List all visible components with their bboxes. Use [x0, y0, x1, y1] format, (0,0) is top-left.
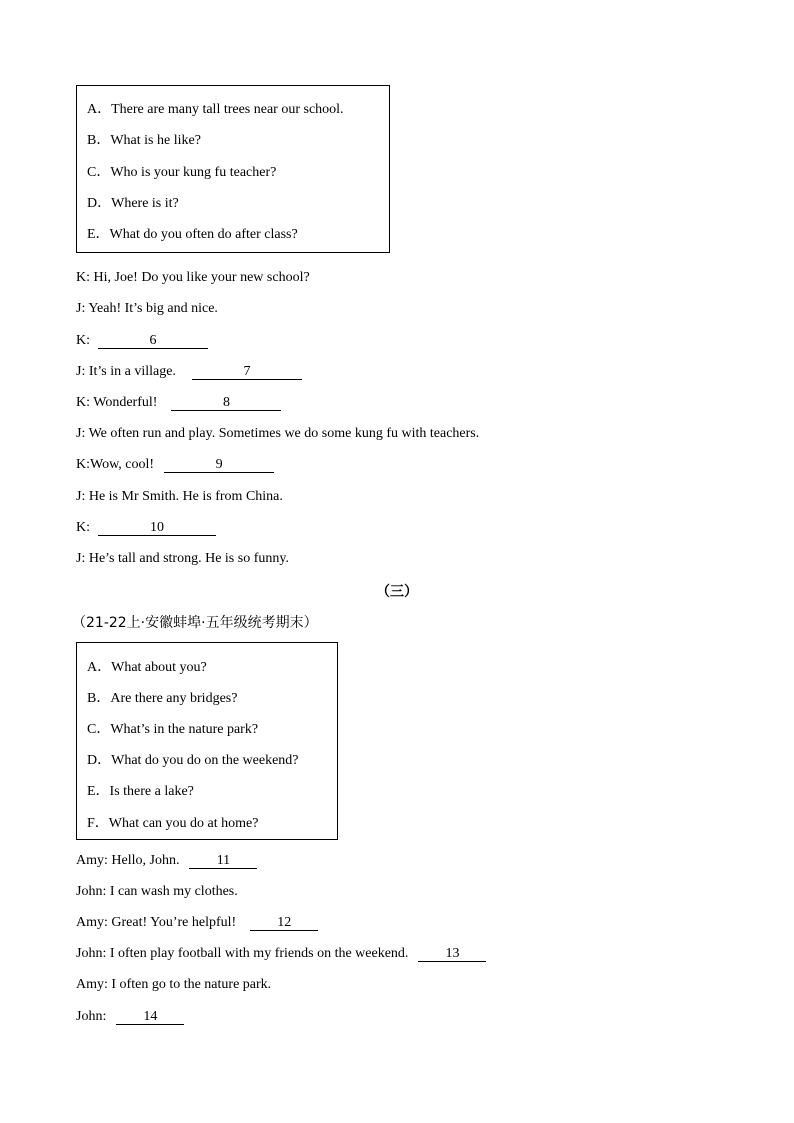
dialogue-line: J: It’s in a village. 7 — [76, 364, 302, 380]
dialogue-line: Amy: Hello, John. 11 — [76, 853, 257, 869]
option-a: A．What about you? — [87, 660, 207, 675]
answer-blank-9[interactable]: 9 — [164, 457, 274, 473]
options-box-part2 — [76, 85, 390, 253]
dialogue-line: John: 14 — [76, 1009, 184, 1025]
answer-blank-7[interactable]: 7 — [192, 364, 302, 380]
dialogue-line: J: We often run and play. Sometimes we do some kung fu with teachers. — [76, 426, 480, 441]
option-c: C．Who is your kung fu teacher? — [87, 165, 277, 180]
answer-blank-11[interactable]: 11 — [189, 853, 257, 869]
dialogue-line: J: Yeah! It’s big and nice. — [76, 301, 218, 316]
dialogue-line: Amy: Great! You’re helpful! 12 — [76, 915, 318, 931]
options-box-part3 — [76, 642, 338, 840]
dialogue-line: K: Wonderful! 8 — [76, 395, 281, 411]
question-source: （21-22上·安徽蚌埠·五年级统考期末） — [72, 615, 318, 631]
answer-blank-10[interactable]: 10 — [98, 520, 216, 536]
answer-blank-14[interactable]: 14 — [116, 1009, 184, 1025]
dialogue-line: J: He’s tall and strong. He is so funny. — [76, 551, 289, 566]
answer-blank-12[interactable]: 12 — [250, 915, 318, 931]
option-e: E．Is there a lake? — [87, 784, 194, 799]
section-title: （三） — [376, 584, 418, 600]
dialogue-line: K: Hi, Joe! Do you like your new school? — [76, 270, 310, 285]
option-d: D．Where is it? — [87, 196, 179, 211]
dialogue-line: John: I can wash my clothes. — [76, 884, 238, 899]
answer-blank-6[interactable]: 6 — [98, 333, 208, 349]
option-e: E．What do you often do after class? — [87, 227, 298, 242]
option-d: D．What do you do on the weekend? — [87, 753, 299, 768]
option-b: B．What is he like? — [87, 133, 201, 148]
dialogue-line: K:Wow, cool! 9 — [76, 457, 274, 473]
option-b: B．Are there any bridges? — [87, 691, 238, 706]
option-c: C．What’s in the nature park? — [87, 722, 259, 737]
dialogue-line: K: 10 — [76, 520, 216, 536]
option-f: F．What can you do at home? — [87, 816, 259, 831]
answer-blank-8[interactable]: 8 — [171, 395, 281, 411]
dialogue-line: Amy: I often go to the nature park. — [76, 977, 272, 992]
answer-blank-13[interactable]: 13 — [418, 946, 486, 962]
dialogue-line: J: He is Mr Smith. He is from China. — [76, 489, 283, 504]
option-a: A．There are many tall trees near our school. — [87, 102, 344, 117]
dialogue-line: K: 6 — [76, 333, 208, 349]
dialogue-line: John: I often play football with my friends on the weekend. 13 — [76, 946, 486, 962]
